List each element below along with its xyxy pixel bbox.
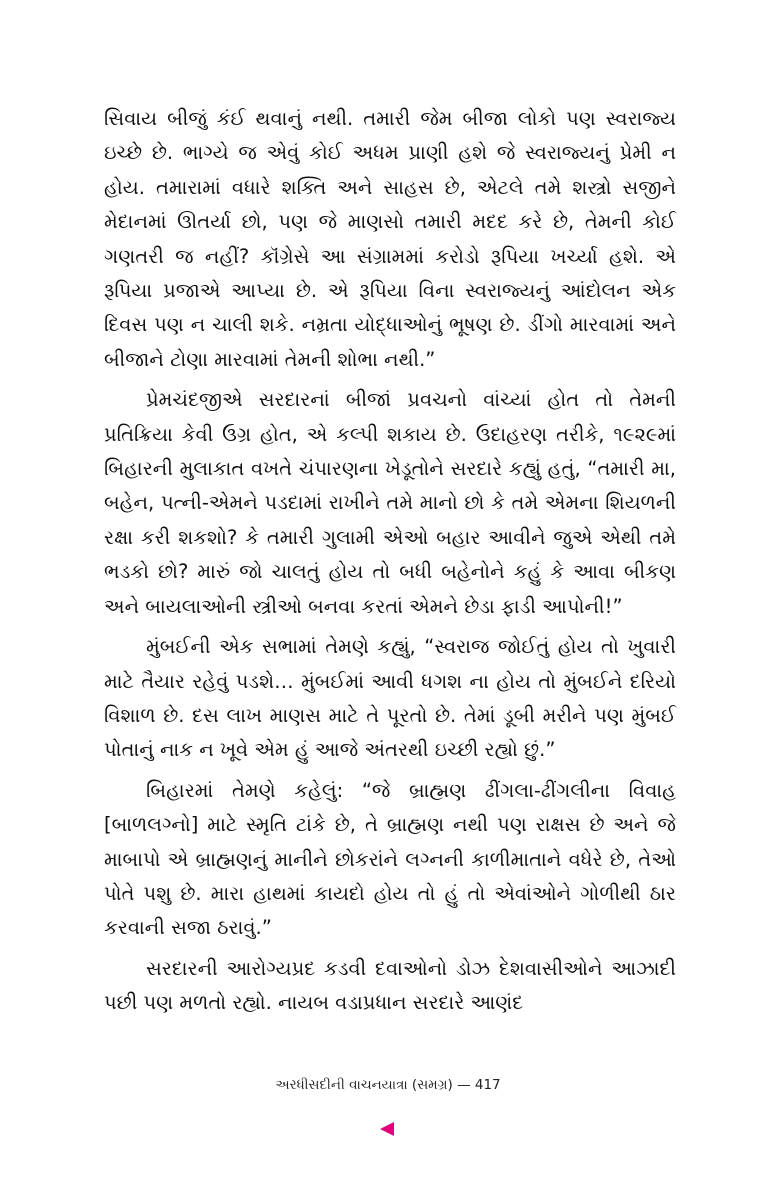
paragraph-3: મુંબઈની એક સભામાં તેમણે કહ્યું, “સ્વરાજ જોઈતું હોય તો ખુવારી માટે તૈયાર રહેવું પડશે… મુંબઈમાં આવી ધગશ ના હોય તો મુંબઈને દરિયો વિશાળ છે. દસ લાખ માણસ માટે તે પૂરતો છે. તેમાં ડૂબી મરીને પણ મુંબઈ પોતાનું નાક ન ખૂવે એમ હું આજે અંતરથી ઇચ્છી રહ્યો છું.” bbox=[104, 635, 676, 762]
paragraph-5: સરદારની આરોગ્યપ્રદ કડવી દવાઓનો ડોઝ દેશવાસીઓને આઝાદી પછી પણ મળતો રહ્યો. નાયબ વડાપ્રધાન સરદારે આણંદ bbox=[104, 956, 676, 1015]
page-body bbox=[104, 102, 676, 1021]
previous-page-arrow-icon[interactable] bbox=[380, 1122, 394, 1136]
paragraph-1: સિવાય બીજું કંઈ થવાનું નથી. તમારી જેમ બીજા લોકો પણ સ્વરાજ્ય ઇચ્છે છે. ભાગ્યે જ એવું કોઈ અધમ પ્રાણી હશે જે સ્વરાજ્યનું પ્રેમી ન હોય. તમારામાં વધારે શક્તિ અને સાહસ છે, એટલે તમે શસ્ત્રો સજીને મેદાનમાં ઊતર્યા છો, પણ જે માણસો તમારી મદદ કરે છે, તેમની કોઈ ગણતરી જ નહીં? કૉંગ્રેસે આ સંગ્રામમાં કરોડો રૂપિયા ખર્ચ્યા હશે. એ રૂપિયા પ્રજાએ આપ્યા છે. એ રૂપિયા વિના સ્વરાજ્યનું આંદોલન એક દિવસ પણ ન ચાલી શકે. નમ્રતા યોદ્ધાઓનું ભૂષણ છે. ડીંગો મારવામાં અને બીજાને ટોણા મારવામાં તેમની શોભા નથી.” bbox=[104, 107, 676, 371]
paragraph-4: બિહારમાં તેમણે કહેલું: “જે બ્રાહ્મણ ઢીંગલા-ઢીંગલીના વિવાહ [બાળલગ્નો] માટે સ્મૃતિ ટાંકે છે, તે બ્રાહ્મણ નથી પણ રાક્ષસ છે અને જે માબાપો એ બ્રાહ્મણનું માનીને છોકરાંને લગ્નની કાળીમાતાને વધેરે છે, તેઓ પોતે પશુ છે. મારા હાથમાં કાયદો હોય તો હું તો એવાંઓને ગોળીથી ઠાર કરવાની સજા ઠરાવું.” bbox=[104, 778, 676, 940]
page-footer: અરધીસદીની વાચનયાત્રા (સમગ્ર) — 417 bbox=[275, 1077, 501, 1093]
paragraph-2: પ્રેમચંદજીએ સરદારનાં બીજાં પ્રવચનો વાંચ્યાં હોત તો તેમની પ્રતિક્રિયા કેવી ઉગ્ર હોત, એ કલ્પી શકાય છે. ઉદાહરણ તરીકે, ૧૯૨૯માં બિહારની મુલાકાત વખતે ચંપારણના ખેડૂતોને સરદારે કહ્યું હતું, “તમારી મા, બહેન, પત્ની-એમને પડદામાં રાખીને તમે માનો છો કે તમે એમના શિયળની રક્ષા કરી શકશો? કે તમારી ગુલામી એઓ બહાર આવીને જુએ એથી તમે ભડકો છો? મારું જો ચાલતું હોય તો બધી બહેનોને કહું કે આવા બીકણ અને બાયલાઓની સ્ત્રીઓ બનવા કરતાં એમને છેડા ફાડી આપોની!” bbox=[104, 388, 676, 618]
